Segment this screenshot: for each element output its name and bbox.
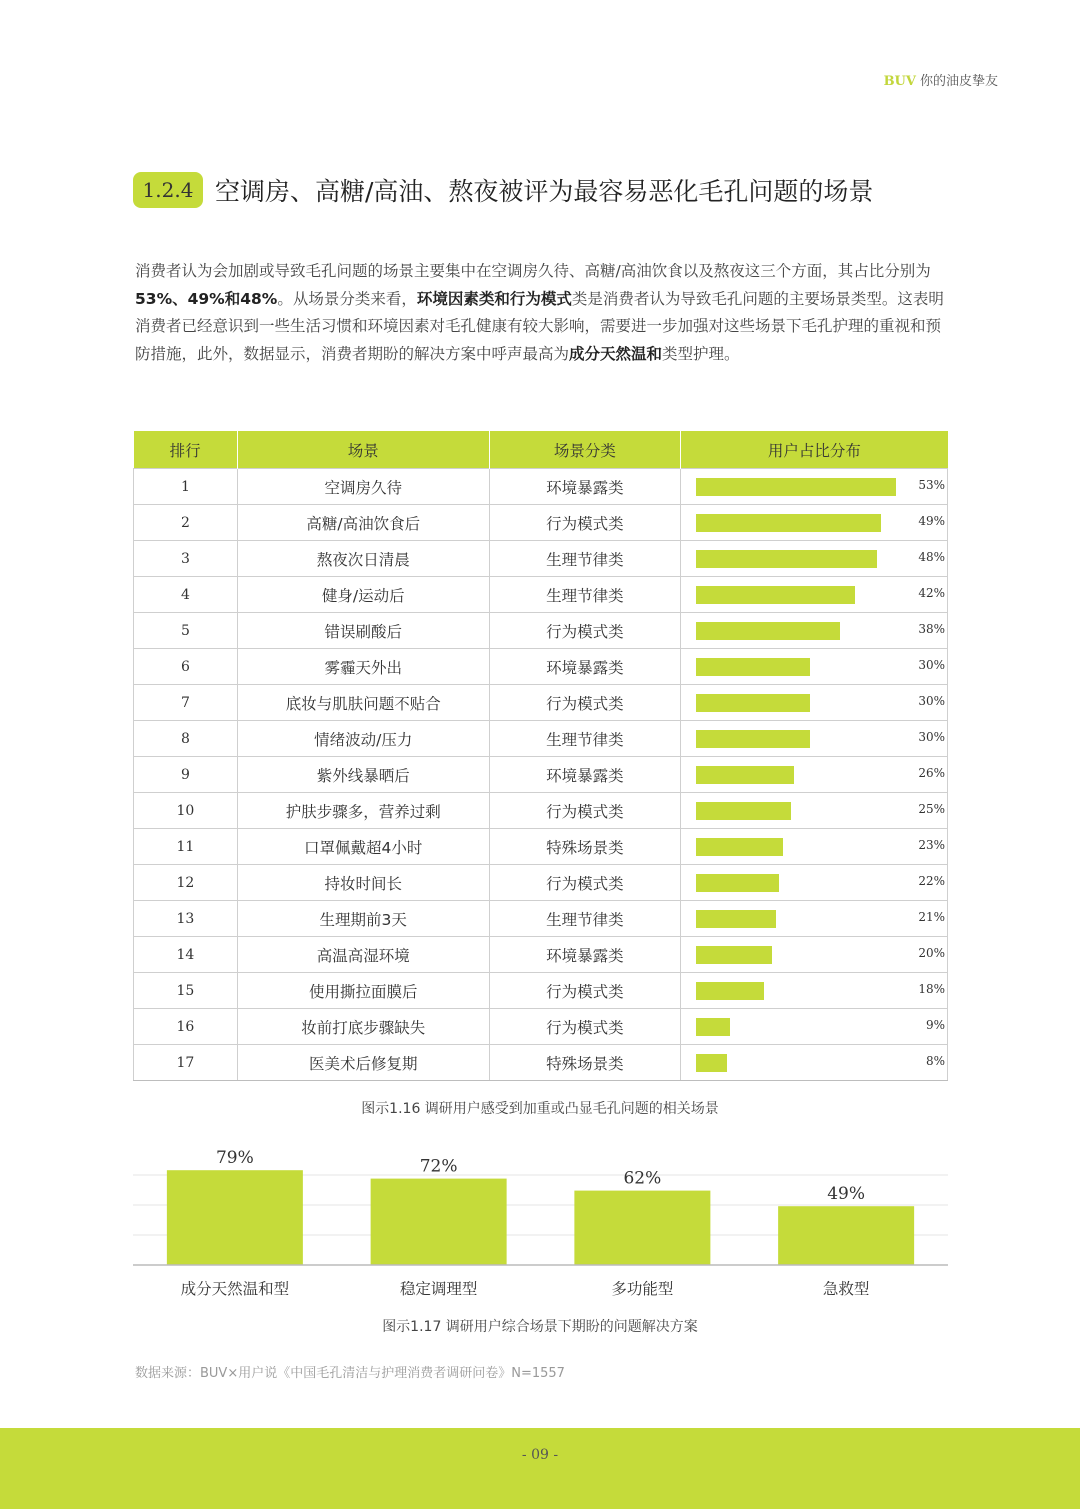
header-scene: 场景 — [237, 431, 489, 469]
table-caption: 图示1.16 调研用户感受到加重或凸显毛孔问题的相关场景 — [361, 1101, 719, 1117]
scene-cell: 底妆与肌肤问题不贴合 — [237, 685, 489, 721]
section-title: 空调房、高糖/高油、熬夜被评为最容易恶化毛孔问题的场景 — [215, 177, 874, 206]
share-label: 20% — [918, 946, 945, 960]
category-label: 成分天然温和型 — [180, 1280, 290, 1298]
chart-bar — [371, 1179, 507, 1265]
share-bar — [696, 478, 896, 496]
table-row — [134, 1009, 948, 1045]
rank-cell: 5 — [134, 613, 238, 649]
rank-cell: 14 — [134, 937, 238, 973]
share-label: 22% — [918, 874, 945, 888]
share-label: 23% — [918, 838, 945, 852]
section-heading — [133, 172, 873, 208]
rank-cell: 8 — [134, 721, 238, 757]
category-cell: 行为模式类 — [489, 505, 681, 541]
scene-cell: 生理期前3天 — [237, 901, 489, 937]
distribution-cell — [681, 1009, 948, 1045]
category-cell: 生理节律类 — [489, 901, 681, 937]
share-bar — [696, 550, 877, 568]
share-bar — [696, 802, 790, 820]
category-cell: 行为模式类 — [489, 865, 681, 901]
share-bar — [696, 514, 881, 532]
rank-cell: 4 — [134, 577, 238, 613]
share-label: 30% — [918, 694, 945, 708]
solution-bar-chart — [133, 1145, 948, 1305]
distribution-cell — [681, 829, 948, 865]
share-label: 30% — [918, 730, 945, 744]
share-bar — [696, 838, 783, 856]
scene-cell: 空调房久待 — [237, 469, 489, 505]
category-cell: 行为模式类 — [489, 1009, 681, 1045]
rank-cell: 7 — [134, 685, 238, 721]
table-row — [134, 793, 948, 829]
scene-cell: 高糖/高油饮食后 — [237, 505, 489, 541]
category-label: 多功能型 — [611, 1280, 674, 1298]
table-row — [134, 973, 948, 1009]
brand-logo: BUV — [883, 74, 916, 89]
rank-cell: 16 — [134, 1009, 238, 1045]
category-cell: 特殊场景类 — [489, 1045, 681, 1081]
table-row — [134, 505, 948, 541]
intro-text-3: 类是消费者认为导致毛孔问题的主要场景类型。这表明消费者已经意识到一些生活习惯和环境因素对毛孔健康有较大影响，需要进一步加强对这些场景下毛孔护理的重视和预防措施，此外，数据显示，消费者期盼的解决方案中呼声最高为 — [135, 289, 944, 363]
distribution-cell — [681, 1045, 948, 1081]
scene-cell: 护肤步骤多，营养过剩 — [237, 793, 489, 829]
rank-cell: 17 — [134, 1045, 238, 1081]
rank-cell: 13 — [134, 901, 238, 937]
rank-cell: 12 — [134, 865, 238, 901]
scene-cell: 持妆时间长 — [237, 865, 489, 901]
intro-text-4: 类型护理。 — [662, 344, 740, 363]
share-label: 48% — [918, 550, 945, 564]
scene-cell: 使用撕拉面膜后 — [237, 973, 489, 1009]
table-row — [134, 577, 948, 613]
category-label: 稳定调理型 — [399, 1280, 478, 1298]
share-label: 9% — [925, 1018, 945, 1032]
scene-cell: 情绪波动/压力 — [237, 721, 489, 757]
share-label: 8% — [925, 1054, 945, 1068]
category-cell: 特殊场景类 — [489, 829, 681, 865]
rank-cell: 9 — [134, 757, 238, 793]
scene-cell: 错误刷酸后 — [237, 613, 489, 649]
table-row — [134, 937, 948, 973]
category-cell: 环境暴露类 — [489, 469, 681, 505]
share-label: 26% — [918, 766, 945, 780]
intro-text-2: 。从场景分类来看， — [277, 289, 417, 308]
distribution-cell — [681, 865, 948, 901]
share-bar — [696, 766, 794, 784]
share-label: 21% — [918, 910, 945, 924]
category-cell: 环境暴露类 — [489, 757, 681, 793]
distribution-cell — [681, 541, 948, 577]
share-label: 38% — [918, 622, 945, 636]
category-cell: 生理节律类 — [489, 541, 681, 577]
bar-value-label: 49% — [827, 1184, 866, 1205]
distribution-cell — [681, 937, 948, 973]
table-row — [134, 469, 948, 505]
distribution-cell — [681, 613, 948, 649]
share-bar — [696, 1054, 726, 1072]
rank-cell: 2 — [134, 505, 238, 541]
share-bar — [696, 586, 854, 604]
category-cell: 生理节律类 — [489, 577, 681, 613]
table-row — [134, 649, 948, 685]
share-bar — [696, 658, 809, 676]
scene-cell: 熬夜次日清晨 — [237, 541, 489, 577]
scene-cell: 紫外线暴晒后 — [237, 757, 489, 793]
share-bar — [696, 694, 809, 712]
header-rank: 排行 — [134, 431, 238, 469]
chart-bar — [778, 1206, 914, 1265]
scene-cell: 高温高湿环境 — [237, 937, 489, 973]
distribution-cell — [681, 973, 948, 1009]
scene-cell: 雾霾天外出 — [237, 649, 489, 685]
category-cell: 行为模式类 — [489, 793, 681, 829]
table-row — [134, 757, 948, 793]
intro-bold-3: 成分天然温和 — [569, 344, 663, 363]
rank-cell: 6 — [134, 649, 238, 685]
table-row — [134, 901, 948, 937]
category-label: 急救型 — [822, 1280, 870, 1298]
share-label: 42% — [918, 586, 945, 600]
chart-bar — [167, 1170, 303, 1265]
table-row — [134, 865, 948, 901]
section-number: 1.2.4 — [133, 172, 203, 208]
category-cell: 环境暴露类 — [489, 649, 681, 685]
share-label: 53% — [918, 478, 945, 492]
scene-cell: 妆前打底步骤缺失 — [237, 1009, 489, 1045]
table-header-row — [134, 431, 948, 469]
distribution-cell — [681, 901, 948, 937]
scene-cell: 医美术后修复期 — [237, 1045, 489, 1081]
bar-value-label: 62% — [623, 1168, 662, 1189]
bar-value-label: 72% — [419, 1156, 458, 1177]
rank-cell: 10 — [134, 793, 238, 829]
distribution-cell — [681, 685, 948, 721]
category-cell: 生理节律类 — [489, 721, 681, 757]
share-bar — [696, 982, 764, 1000]
rank-cell: 1 — [134, 469, 238, 505]
scene-cell: 口罩佩戴超4小时 — [237, 829, 489, 865]
distribution-cell — [681, 469, 948, 505]
intro-paragraph — [135, 258, 947, 368]
category-cell: 环境暴露类 — [489, 937, 681, 973]
brand-header — [884, 70, 998, 89]
header-distribution: 用户占比分布 — [681, 431, 948, 469]
share-label: 49% — [918, 514, 945, 528]
chart-caption: 图示1.17 调研用户综合场景下期盼的问题解决方案 — [382, 1319, 698, 1335]
brand-slogan: 你的油皮挚友 — [919, 74, 998, 89]
table-row — [134, 685, 948, 721]
bar-value-label: 79% — [215, 1148, 254, 1169]
table-row — [134, 829, 948, 865]
table-row — [134, 541, 948, 577]
share-bar — [696, 622, 839, 640]
share-bar — [696, 730, 809, 748]
table-row — [134, 613, 948, 649]
distribution-cell — [681, 721, 948, 757]
rank-cell: 15 — [134, 973, 238, 1009]
header-category: 场景分类 — [489, 431, 681, 469]
intro-bold-1: 53%、49%和48% — [135, 289, 278, 308]
share-label: 25% — [918, 802, 945, 816]
page-number: - 09 - — [521, 1447, 559, 1463]
scene-cell: 健身/运动后 — [237, 577, 489, 613]
category-cell: 行为模式类 — [489, 973, 681, 1009]
rank-cell: 11 — [134, 829, 238, 865]
distribution-cell — [681, 757, 948, 793]
distribution-cell — [681, 649, 948, 685]
data-source-note: 数据来源：BUV×用户说《中国毛孔清洁与护理消费者调研问卷》N=1557 — [135, 1366, 565, 1381]
share-label: 18% — [918, 982, 945, 996]
table-row — [134, 1045, 948, 1081]
footer-band — [0, 1428, 1080, 1509]
table-row — [134, 721, 948, 757]
distribution-cell — [681, 793, 948, 829]
share-bar — [696, 874, 779, 892]
rank-cell: 3 — [134, 541, 238, 577]
share-bar — [696, 1018, 730, 1036]
share-label: 30% — [918, 658, 945, 672]
share-bar — [696, 946, 771, 964]
intro-bold-2: 环境因素类和行为模式 — [416, 289, 572, 308]
chart-bar — [574, 1191, 710, 1265]
distribution-cell — [681, 577, 948, 613]
scene-ranking-table — [133, 431, 948, 1081]
category-cell: 行为模式类 — [489, 685, 681, 721]
category-cell: 行为模式类 — [489, 613, 681, 649]
distribution-cell — [681, 505, 948, 541]
share-bar — [696, 910, 775, 928]
intro-text-1: 消费者认为会加剧或导致毛孔问题的场景主要集中在空调房久待、高糖/高油饮食以及熬夜这三个方面，其占比分别为 — [135, 262, 931, 280]
